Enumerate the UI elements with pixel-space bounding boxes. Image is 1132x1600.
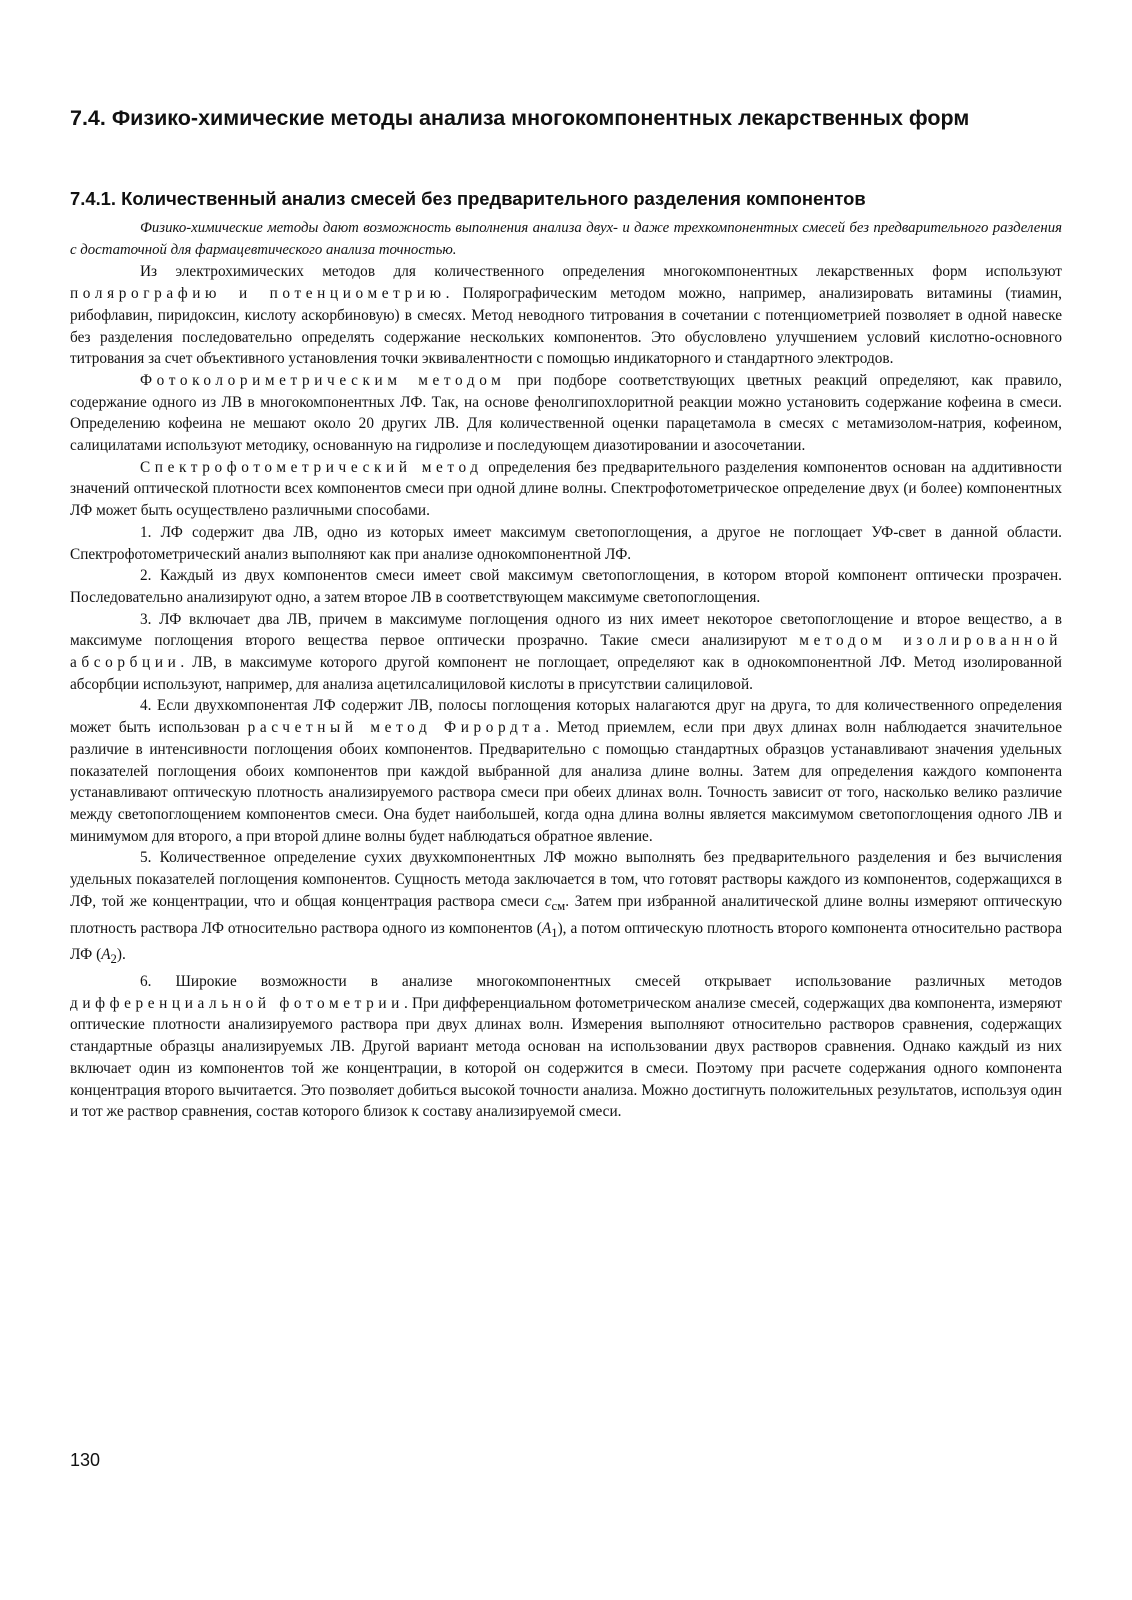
term-photocolorimetric-method: Фотоколориметрическим методом	[140, 371, 506, 389]
text: . Метод приемлем, если при двух длинах волн наблюдается значительное различие в интенсивности поглощения обоих компонентов. Предварительно с помощью стандартных образцов устанавливают значения удельных показателей поглощения обоих компонентов при каждой выбранной для анализа длине волны. Затем для определения каждого компонента устанавливают оптическую плотность анализируемого раствора смеси при обеих длинах волн. Точность зависит от того, насколько велико различие между светопоглощением компонентов смеси. Она будет наибольшей, когда одна длина волны является максимумом светопоглощения одного ЛВ и минимумом для второго, а при второй длине волны будет наблюдаться обратное явление.	[70, 719, 1062, 845]
text: . При дифференциальном фотометрическом анализе смесей, содержащих два компонента, измеряют оптические плотности анализируемого раствора при двух длинах волн. Измерения выполняют относительно растворов сравнения, содержащих стандартные образцы анализируемых ЛВ. Другой вариант метода основан на использовании двух растворов сравнения. Однако каждый из них включает один из компонентов той же концентрации, в которой он содержится в смеси. Поэтому при расчете содержания одного компонента концентрация второго вычитается. Это позволяет добиться высокой точности анализа. Можно достигнуть положительных результатов, используя один и тот же раствор сравнения, состав которого близок к составу анализируемой смеси.	[70, 994, 1062, 1121]
subscript-2: 2	[110, 952, 117, 967]
subsection-heading: 7.4.1. Количественный анализ смесей без предварительного разделения компонентов	[70, 188, 866, 209]
text: ).	[116, 946, 126, 964]
body-text	[70, 218, 1062, 1123]
term-isolated-absorption: методом изолированной абсорбции	[70, 632, 1062, 672]
section-heading: 7.4. Физико-химические методы анализа многокомпонентных лекарственных форм	[70, 106, 970, 130]
text: определения без предварительного разделения компонентов основан на аддитивности значений оптической плотности всех компонентов смеси при одной длине волны. Спектрофотометрическое определение двух (и более) компонентных ЛФ может быть осуществлено различными способами.	[70, 458, 1062, 520]
subscript-1: 1	[551, 925, 558, 940]
text: 4. Если двухкомпонентая ЛФ содержит ЛВ, полосы поглощения которых налагаются друг на друга, то для количественного определения может быть использован	[70, 697, 1062, 737]
paragraph-spectrophotometric	[70, 457, 1062, 522]
text: Из электрохимических методов для количественного определения многокомпонентных лекарственных форм используют	[140, 263, 1062, 281]
text: при подборе соответствующих цветных реакций определяют, как правило, содержание одного из ЛВ в многокомпонентных ЛФ. Так, на основе фенолгипохлоритной реакции можно установить содержание кофеина в смеси. Определению кофеина не мешают около 20 других ЛВ. Для количественной оценки парацетамола в смесях с метамизолом-натрия, кофеином, салицилатами используют методику, основанную на гидролизе и последующем диазотировании и азосочетании.	[70, 371, 1062, 455]
list-item-3	[70, 609, 1062, 696]
paragraph-electrochemical	[70, 261, 1062, 370]
text: . Затем при избранной аналитической длине волны измеряют оптическую плотность раствора ЛФ относительно раствора одного из компонентов (	[70, 892, 1062, 937]
list-item-6	[70, 971, 1062, 1123]
text: ), а потом оптическую плотность второго компонента относительно раствора ЛФ (	[70, 919, 1062, 964]
symbol-a1: A	[541, 919, 552, 937]
intro-paragraph: Физико-химические методы дают возможность выполнения анализа двух- и даже трехкомпонентных смесей без предварительного разделения с достаточной для фармацевтического анализа точностью.	[70, 220, 1062, 258]
subscript-mix: см	[551, 898, 566, 913]
term-polarography: полярографию	[70, 285, 222, 303]
page-number: 130	[70, 1450, 101, 1470]
list-item-1: 1. ЛФ содержит два ЛВ, одно из которых имеет максимум светопоглощения, а другое не поглощает УФ-свет в данной области. Спектрофотометрический анализ выполняют как при анализе однокомпонентной ЛФ.	[70, 523, 1062, 563]
term-spectrophotometric-method: Спектрофотометрический метод	[140, 458, 483, 476]
text: 5. Количественное определение сухих двухкомпонентных ЛФ можно выполнять без предварительного разделения и без вычисления удельных показателей поглощения компонентов. Сущность метода заключается в том, что готовят растворы каждого из компонентов, содержащихся в ЛФ, той же концентрации, что и общая концентрация раствора смеси	[70, 849, 1062, 910]
text: 6. Широкие возможности в анализе многокомпонентных смесей открывает использование различных методов	[140, 973, 1062, 991]
term-potentiometry: потенциометрию	[269, 285, 446, 303]
text: . Полярографическим методом можно, например, анализировать витамины (тиамин, рибофлавин, пиридоксин, кислоту аскорбиновую) в смесях. Метод неводного титрования в сочетании с потенциометрией позволяет в одной навеске без разделения последовательно определять содержание нескольких компонентов. Это обусловлено улучшением условий кислотно-основного титрования за счет объективного установления точки эквивалентности с помощью индикаторного и стандартного электродов.	[70, 285, 1062, 368]
symbol-c: c	[544, 892, 552, 910]
list-item-4	[70, 695, 1062, 847]
term-vierordt-method: расчетный метод Фирордта	[247, 719, 546, 737]
term-differential-photometry: дифференциальной фотометрии	[70, 994, 404, 1012]
text: . ЛВ, в максимуме которого другой компонент не поглощает, определяют как в однокомпонентной ЛФ. Метод изолированной абсорбции используют, например, для анализа ацетилсалициловой кислоты в присутствии салициловой.	[70, 654, 1062, 693]
text: и	[221, 285, 270, 303]
list-item-2: 2. Каждый из двух компонентов смеси имеет свой максимум светопоглощения, в котором второй компонент оптически прозрачен. Последовательно анализируют одно, а затем второе ЛВ в соответствующем максимуме светопоглощения.	[70, 567, 1062, 606]
symbol-a2: A	[101, 946, 111, 964]
paragraph-photocolorimetric	[70, 370, 1062, 457]
text: 3. ЛФ включает два ЛВ, причем в максимуме поглощения одного из них имеет некоторое светопоглощение и второе вещество, а в максимуме поглощения второго вещества первое оптически прозрачно. Такие смеси анализируют	[70, 610, 1062, 650]
list-item-5	[70, 847, 1062, 971]
